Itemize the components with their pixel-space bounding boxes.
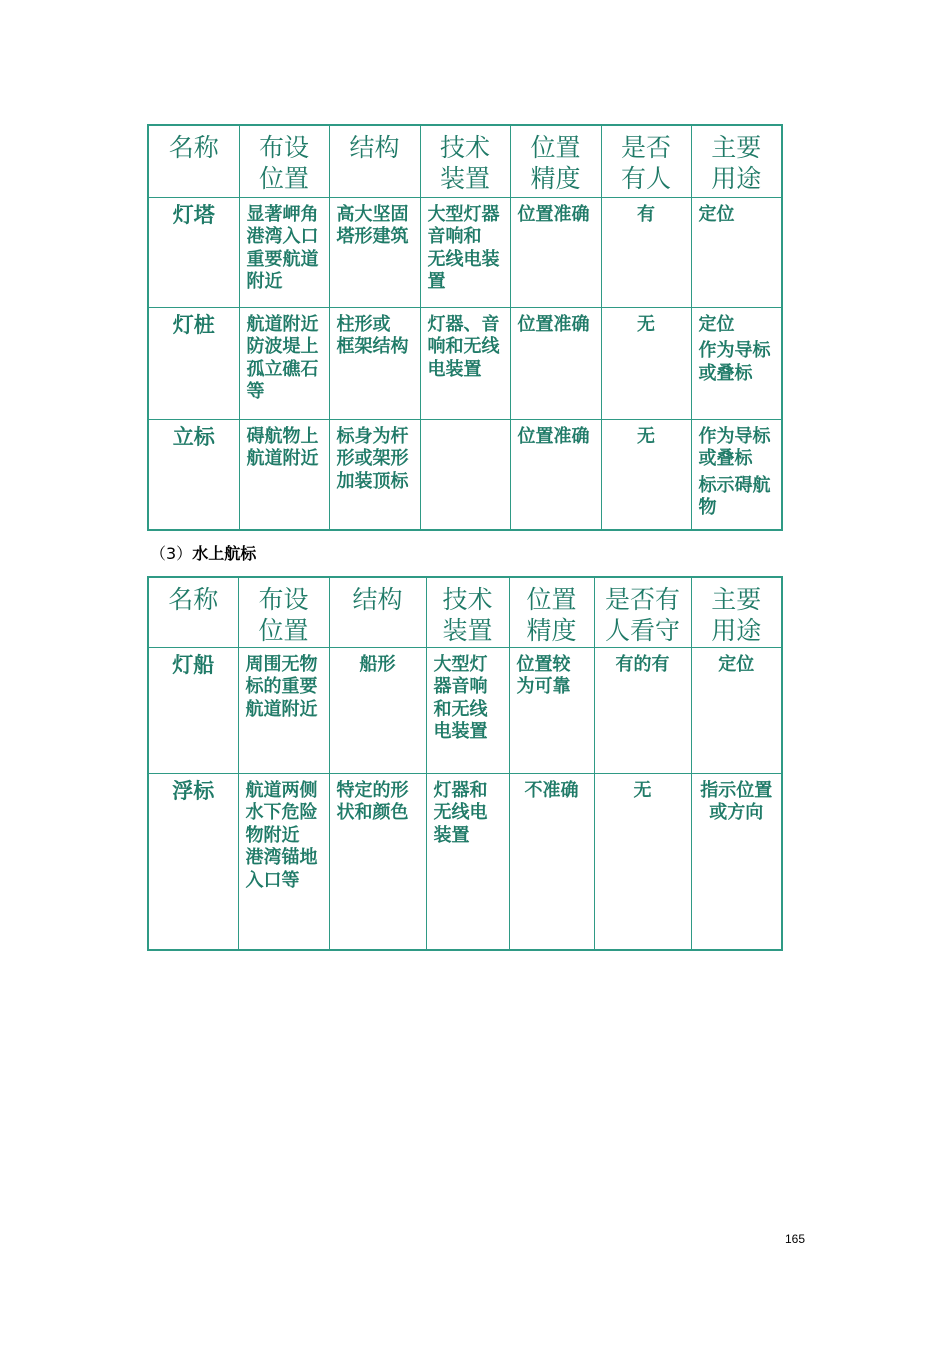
cell-manned: [594, 647, 691, 773]
cell-text: 周围无物: [245, 653, 318, 675]
cell-text: 无线电: [433, 802, 488, 823]
table-row: [148, 419, 782, 530]
cell-text: 碍航物上: [246, 425, 319, 447]
cell-text: 置: [427, 271, 446, 292]
header-line: 主要: [711, 133, 762, 162]
cell-manned: [601, 307, 691, 419]
cell-text: 无: [637, 425, 655, 447]
page-number: 165: [785, 1232, 806, 1246]
cell-usage: [691, 197, 782, 307]
cell-accuracy: [510, 307, 601, 419]
header-line: 位置: [530, 133, 581, 162]
header-device: [420, 125, 510, 197]
cell-text: 等: [246, 381, 265, 402]
cell-accuracy: [509, 773, 594, 950]
cell-text: 位置准确: [517, 313, 590, 335]
header-line: 技术: [439, 133, 490, 162]
cell-text: 电装置: [427, 358, 482, 380]
header-location: [239, 125, 329, 197]
cell-accuracy: [510, 419, 601, 530]
cell-text: 或叠标: [698, 362, 753, 384]
header-line: 结构: [352, 585, 403, 614]
cell-text: 或叠标: [698, 448, 753, 469]
cell-location: [239, 197, 329, 307]
cell-text: 附近: [246, 271, 283, 292]
cell-device: [426, 647, 509, 773]
cell-text: 港湾锚地: [245, 847, 318, 868]
cell-usage: [691, 647, 782, 773]
cell-text: 航道两侧: [245, 779, 318, 801]
table-header-row: [148, 125, 782, 197]
cell-text: 高大坚固: [336, 203, 409, 225]
cell-structure: [329, 773, 426, 950]
header-usage: [691, 577, 782, 647]
header-structure: [329, 125, 420, 197]
caption-number: （3）: [150, 544, 193, 563]
cell-text: 状和颜色: [336, 802, 409, 823]
cell-name: [148, 197, 239, 307]
table-row: [148, 197, 782, 307]
cell-text: 物: [698, 497, 717, 518]
cell-text: 作为导标: [698, 425, 771, 447]
cell-text: 航道附近: [246, 313, 319, 335]
cell-text: 作为导标: [698, 340, 771, 361]
cell-text: 框架结构: [336, 336, 409, 357]
cell-text: 位置较: [516, 653, 571, 675]
header-accuracy: [510, 125, 601, 197]
cell-text: 响和无线: [427, 336, 500, 357]
cell-text: 大型灯: [433, 653, 488, 675]
header-line: 装置: [442, 616, 493, 645]
cell-text: 标示碍航: [698, 474, 771, 496]
cell-text: 无线电装: [427, 248, 500, 270]
cell-accuracy: [510, 197, 601, 307]
header-line: 用途: [711, 164, 762, 193]
header-line: 布设: [258, 585, 309, 614]
cell-device: [420, 419, 510, 530]
cell-usage: [691, 307, 782, 419]
cell-text: 港湾入口: [246, 226, 319, 247]
cell-text: 航道附近: [246, 448, 319, 469]
cell-structure: [329, 197, 420, 307]
header-line: 是否有: [604, 585, 680, 614]
cell-name: [148, 773, 238, 950]
cell-text: 标的重要: [245, 676, 318, 697]
cell-name: [148, 307, 239, 419]
cell-device: [420, 197, 510, 307]
cell-manned: [601, 197, 691, 307]
cell-text: 无: [637, 313, 655, 335]
cell-structure: [329, 307, 420, 419]
cell-text: 音响和: [427, 226, 482, 247]
cell-text: 物附近: [245, 824, 300, 846]
table-row: [148, 647, 782, 773]
cell-text: 电装置: [433, 721, 488, 742]
cell-structure: [329, 419, 420, 530]
cell-name: [148, 419, 239, 530]
cell-text: 有: [637, 203, 655, 225]
cell-usage: [691, 419, 782, 530]
cell-text: 重要航道: [246, 248, 319, 270]
header-line: 主要: [711, 585, 762, 614]
cell-name: [148, 647, 238, 773]
cell-text: 不准确: [524, 779, 579, 801]
cell-text: 柱形或: [336, 313, 391, 335]
cell-text: 孤立礁石: [246, 358, 319, 380]
header-name: [148, 577, 238, 647]
header-name: [148, 125, 239, 197]
cell-text: 装置: [433, 824, 470, 846]
cell-manned: [601, 419, 691, 530]
cell-text: 无: [633, 779, 652, 801]
cell-text: 定位: [698, 203, 735, 225]
cell-location: [239, 307, 329, 419]
header-line: 位置: [258, 164, 309, 193]
cell-text: 定位: [698, 313, 735, 335]
cell-text: 器音响: [433, 676, 488, 697]
cell-location: [238, 773, 329, 950]
cell-text: 防波堤上: [246, 336, 319, 357]
header-line: 精度: [526, 616, 577, 645]
table-header-row: [148, 577, 782, 647]
table-row: [148, 773, 782, 950]
header-line: 结构: [349, 133, 400, 162]
navaid-table-fixed: [147, 124, 783, 531]
cell-text: 显著岬角: [246, 203, 319, 225]
header-usage: [691, 125, 782, 197]
cell-text: 定位: [718, 653, 755, 675]
cell-location: [239, 419, 329, 530]
cell-text: 航道附近: [245, 698, 318, 720]
cell-device: [426, 773, 509, 950]
navaid-table-floating: [147, 576, 783, 951]
header-location: [238, 577, 329, 647]
header-line: 名称: [168, 585, 219, 614]
header-manned: [601, 125, 691, 197]
cell-text: 立标: [172, 423, 215, 449]
cell-text: 特定的形: [336, 779, 409, 801]
cell-text: 水下危险: [245, 802, 318, 823]
header-line: 精度: [530, 164, 581, 193]
caption-title: 水上航标: [192, 544, 257, 563]
cell-manned: [594, 773, 691, 950]
header-line: 人看守: [604, 616, 680, 645]
header-line: 装置: [439, 164, 490, 193]
cell-text: 加装顶标: [336, 470, 409, 492]
header-device: [426, 577, 509, 647]
cell-text: 灯器、音: [427, 313, 500, 335]
cell-text: 大型灯器: [427, 203, 500, 225]
header-line: 名称: [168, 133, 219, 162]
header-line: 布设: [258, 133, 309, 162]
header-line: 用途: [711, 616, 762, 645]
cell-text: 船形: [359, 653, 396, 675]
cell-text: 为可靠: [516, 676, 571, 697]
cell-text: 或方向: [709, 802, 764, 823]
cell-text: 灯塔: [172, 201, 215, 227]
cell-text: 灯器和: [433, 779, 488, 801]
cell-usage: [691, 773, 782, 950]
cell-text: 塔形建筑: [336, 226, 409, 247]
cell-text: 和无线: [433, 698, 488, 720]
section-caption: [150, 541, 256, 564]
header-structure: [329, 577, 426, 647]
cell-text: 灯船: [172, 651, 215, 677]
cell-accuracy: [509, 647, 594, 773]
cell-text: 指示位置: [700, 779, 773, 801]
header-accuracy: [509, 577, 594, 647]
header-line: 位置: [526, 585, 577, 614]
cell-text: 入口等: [245, 869, 300, 891]
cell-device: [420, 307, 510, 419]
header-line: 技术: [442, 585, 493, 614]
cell-structure: [329, 647, 426, 773]
cell-text: 位置准确: [517, 425, 590, 447]
header-line: 有人: [620, 164, 671, 193]
header-line: 位置: [258, 616, 309, 645]
cell-text: 有的有: [615, 653, 670, 675]
cell-location: [238, 647, 329, 773]
cell-text: 浮标: [172, 777, 215, 803]
cell-text: 标身为杆: [336, 425, 409, 447]
table-row: [148, 307, 782, 419]
header-manned: [594, 577, 691, 647]
cell-text: 灯桩: [172, 311, 215, 337]
header-line: 是否: [620, 133, 671, 162]
cell-text: 形或架形: [336, 448, 409, 469]
cell-text: 位置准确: [517, 203, 590, 225]
